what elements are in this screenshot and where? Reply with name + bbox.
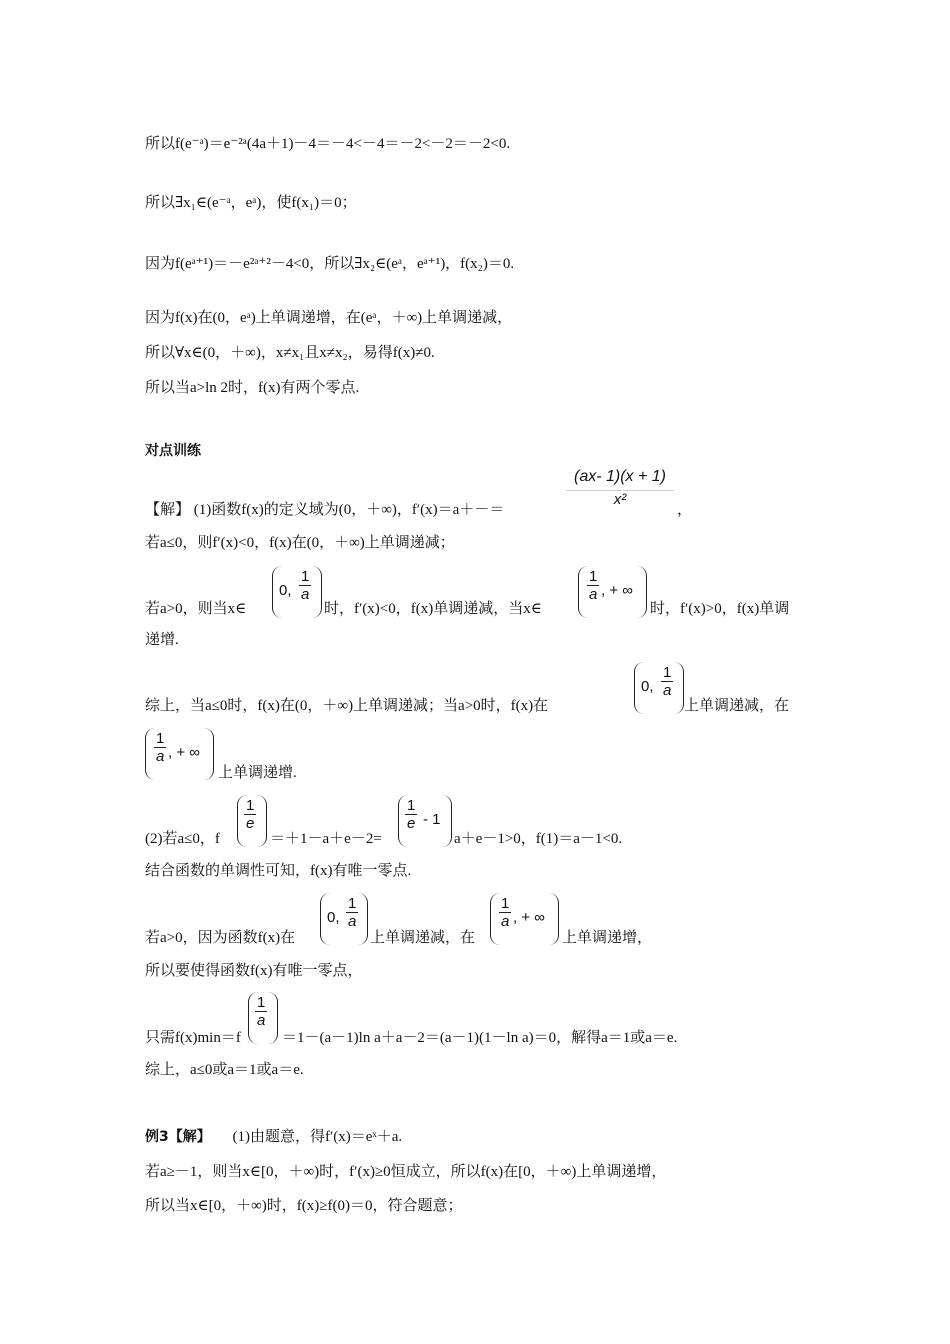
fraction-denominator: x² [613, 491, 627, 508]
solution-line-7a: 若a>0，因为函数f(x)在 [145, 930, 296, 946]
fraction-1-a: $\frac{1}{a}$ [663, 664, 672, 699]
paren-1-a [248, 992, 278, 1044]
solution-line-5a: (2)若a≤0，f [145, 831, 220, 847]
interval-zero: 0, [279, 582, 292, 599]
interval-1a-inf-c [490, 893, 559, 945]
example-3-line-1 [145, 1127, 402, 1147]
fraction-1-a: $\frac{1}{a}$ [501, 895, 510, 930]
interval-plus-inf: , + ∞ [601, 582, 633, 599]
fraction-1-a: $\frac{1}{a}$ [301, 568, 310, 603]
solution-line-9b: ＝1－(a－1)ln a＋a－2＝(a－1)(1－ln a)＝0，解得a＝1或a＝e. [282, 1030, 678, 1046]
solution-line-2: 若a≤0，则f′(x)<0，f(x)在(0，＋∞)上单调递减； [145, 535, 455, 551]
minus-one: - 1 [423, 811, 441, 828]
example-3-line-2: 若a≥－1，则当x∈[0，＋∞)时，f′(x)≥0恒成立，所以f(x)在[0，＋∞)上单调递增， [145, 1164, 667, 1180]
solution-line-4b: 上单调递减，在 [684, 698, 790, 714]
paren-1e-minus-1 [398, 795, 452, 847]
solution-line-4c: 上单调递增. [218, 765, 297, 781]
solution-line-10: 综上，a≤0或a＝1或a＝e. [145, 1062, 304, 1078]
solution-line-1 [145, 500, 504, 520]
solution-line-1-text: 【解】 (1)函数f(x)的定义域为(0，＋∞)，f′(x)＝a＋－＝ [145, 502, 505, 518]
solution-line-8: 所以要使得函数f(x)有唯一零点， [145, 963, 363, 979]
fraction-numerator: (ax- 1)(x + 1) [573, 468, 666, 485]
derivative-fraction [566, 468, 674, 508]
text-line-4: 因为f(x)在(0，eᵃ)上单调递增，在(eᵃ，＋∞)上单调递减， [145, 310, 513, 326]
fraction-1-a: $\frac{1}{a}$ [156, 730, 165, 765]
solution-line-7c: 上单调递增， [562, 930, 653, 946]
solution-line-1-tail: ， [677, 502, 693, 518]
interval-plus-inf: , + ∞ [513, 909, 545, 926]
text-line-1: 所以f(e⁻ᵃ)＝e⁻²ᵃ(4a＋1)－4＝－4<－4＝－2<－2＝－2<0. [145, 136, 511, 152]
fraction-1-a: $\frac{1}{a}$ [257, 994, 266, 1029]
solution-line-5c: a＋e－1>0，f(1)＝a－1<0. [454, 831, 623, 847]
interval-1a-inf [578, 566, 647, 618]
solution-line-4a: 综上，当a≤0时，f(x)在(0，＋∞)上单调递减；当a>0时，f(x)在 [145, 698, 549, 714]
solution-line-7b: 上单调递减，在 [370, 930, 476, 946]
solution-line-5b: ＝＋1－a＋e－2= [270, 831, 382, 847]
solution-line-3d: 递增. [145, 632, 179, 648]
paren-1-e [237, 795, 267, 847]
fraction-1-a: $\frac{1}{a}$ [348, 895, 357, 930]
text-line-3: 因为f(eᵃ⁺¹)＝－e²ᵃ⁺²－4<0，所以∃x₂∈(eᵃ，eᵃ⁺¹)，f(x₂)＝0. [145, 256, 515, 272]
interval-0-1a [272, 566, 322, 618]
example-3-heading: 例3【解】 [145, 1129, 211, 1145]
example-3-text: (1)由题意，得f′(x)＝eˣ＋a. [232, 1129, 403, 1145]
solution-line-3b: 时，f′(x)<0，f(x)单调递减，当x∈ [324, 601, 542, 617]
interval-0-1a-c [320, 893, 368, 945]
interval-0-1a-b [634, 662, 684, 714]
interval-plus-inf: , + ∞ [168, 744, 200, 761]
section-heading: 对点训练 [145, 443, 201, 459]
text-line-5: 所以∀x∈(0，＋∞)，x≠x₁且x≠x₂，易得f(x)≠0. [145, 345, 435, 361]
interval-zero: 0, [641, 678, 654, 695]
text-line-6: 所以当a>ln 2时，f(x)有两个零点. [145, 380, 360, 396]
text-line-2: 所以∃x₁∈(e⁻ᵃ，eᵃ)，使f(x₁)＝0； [145, 195, 357, 211]
interval-1a-inf-b [145, 728, 214, 780]
fraction-1-a: $\frac{1}{a}$ [589, 568, 598, 603]
solution-line-3a: 若a>0，则当x∈ [145, 601, 247, 617]
solution-line-9a: 只需f(x)min＝f [145, 1030, 241, 1046]
solution-line-3c: 时，f′(x)>0，f(x)单调 [650, 601, 790, 617]
example-3-line-3: 所以当x∈[0，＋∞)时，f(x)≥f(0)＝0，符合题意； [145, 1198, 463, 1214]
fraction-1-e: $\frac{1}{e}$ [246, 797, 255, 832]
solution-line-6: 结合函数的单调性可知，f(x)有唯一零点. [145, 863, 412, 879]
fraction-1-e: $\frac{1}{e}$ [407, 797, 416, 832]
interval-zero: 0, [327, 909, 340, 926]
